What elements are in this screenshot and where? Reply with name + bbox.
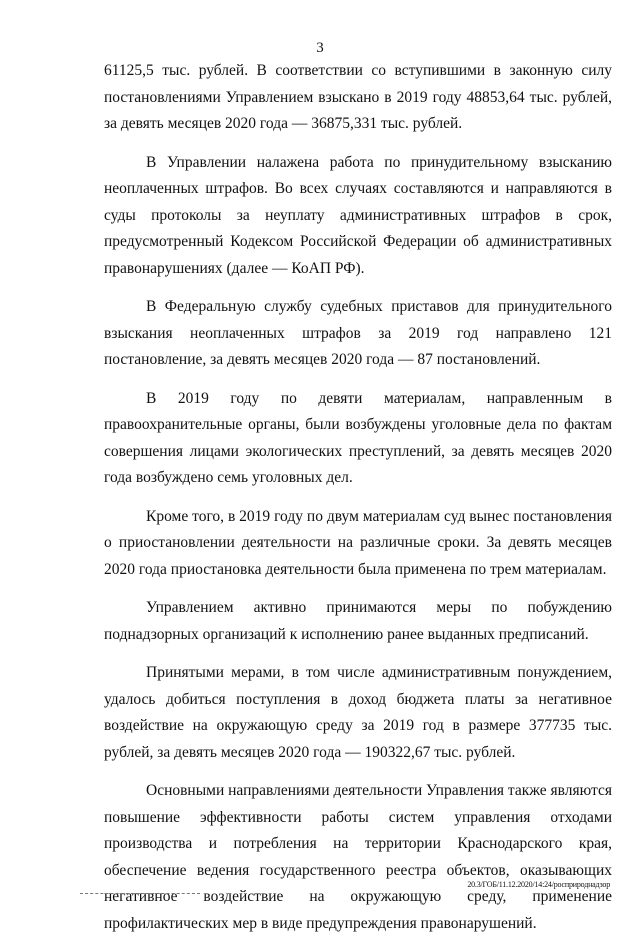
paragraph: В 2019 году по девяти материалам, направленным в правоохранительные органы, были возбуждены уголовные дела по фактам совершения лицами экологических преступлений, за девять месяцев 2020 года возбуждено семь уголовных дел. <box>104 389 612 486</box>
paragraph: Кроме того, в 2019 году по двум материалам суд вынес постановления о приостановлении деятельности на различные сроки. За девять месяцев 2020 года приостановка деятельности была применена по трем материалам. <box>104 507 612 578</box>
document-registration-code: 20.3/ГОБ/11.12.2020/14:24/росприроднадзор <box>467 880 610 889</box>
paragraph: В Федеральную службу судебных приставов для принудительного взыскания неоплаченных штрафов за 2019 год направлено 121 постановление, за девять месяцев 2020 года — 87 постановлений. <box>104 298 612 368</box>
footer-divider <box>80 893 200 894</box>
paragraph: 61125,5 тыс. рублей. В соответствии со вступившими в законную силу постановлениями Управлением взыскано в 2019 году 48853,64 тыс. рублей, за девять месяцев 2020 года — 36875,331 тыс. рублей. <box>104 62 612 132</box>
paragraph: Принятыми мерами, в том числе административным понуждением, удалось добиться поступления в доход бюджета платы за негативное воздействие на окружающую среду за 2019 год в размере 377735 тыс. рублей, за девять месяцев 2020 года — 190322,67 тыс. рублей. <box>104 664 612 761</box>
paragraph: Основными направлениями деятельности Управления также являются повышение эффективности работы систем управления отходами производства и потребления на территории Краснодарского края, обеспечение ведения государственного реестра объектов, оказывающих негативное воздействие на окружающую среду, применение профилактических мер в виде предупреждения правонарушений. <box>104 782 612 932</box>
paragraph: Управлением активно принимаются меры по побуждению поднадзорных организаций к исполнению ранее выданных предписаний. <box>104 599 612 643</box>
page-number: 3 <box>316 40 324 56</box>
paragraph: В Управлении налажена работа по принудительному взысканию неоплаченных штрафов. Во всех случаях составляются и направляются в суды протоколы за неуплату административных штрафов в срок, предусмотренный Кодексом Российской Федерации об административных правонарушениях (далее — КоАП РФ). <box>104 153 612 277</box>
document-body <box>104 58 612 949</box>
